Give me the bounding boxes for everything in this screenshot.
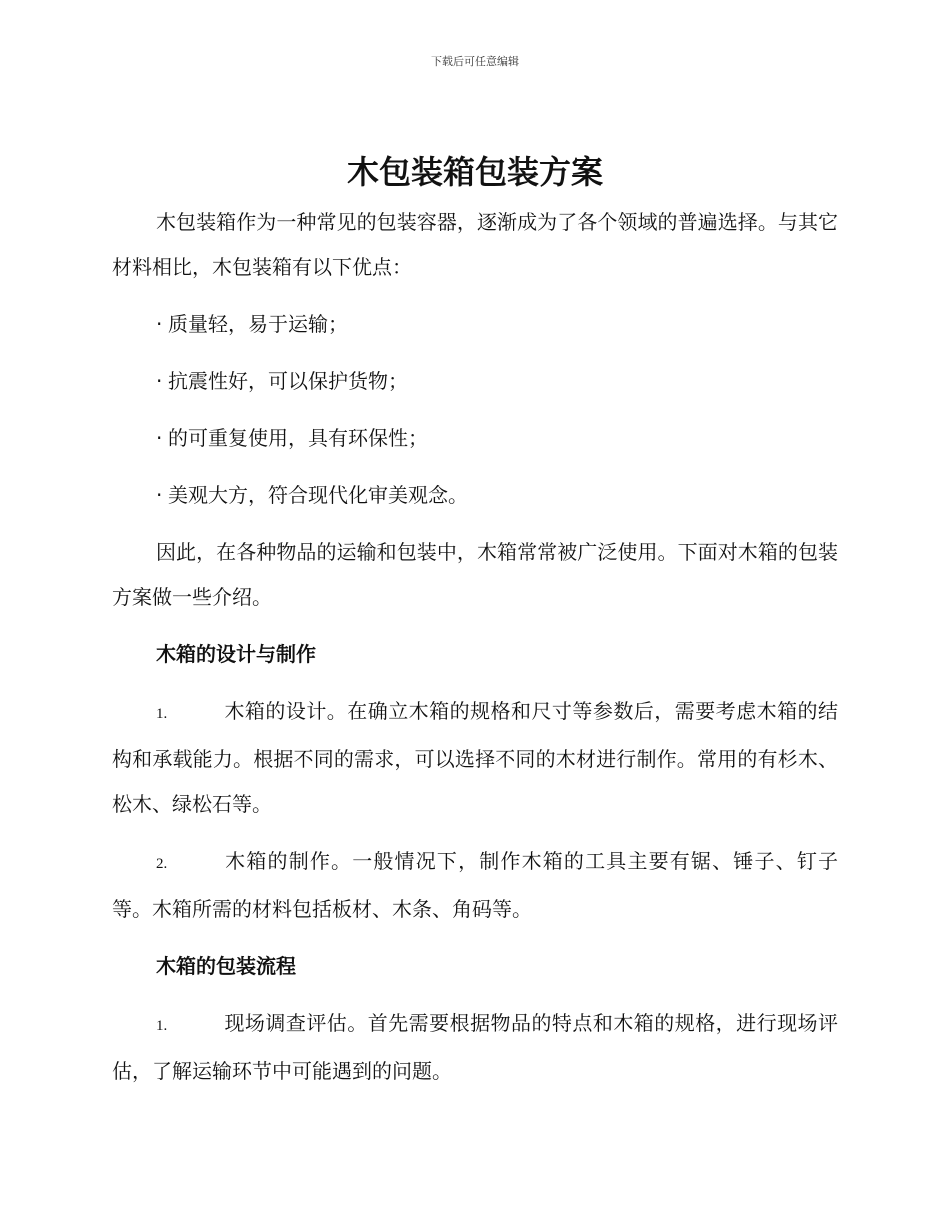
item-number: 1. [156,706,168,722]
numbered-item-design-2 [112,839,838,932]
bullet-item-3 [112,416,838,461]
bullet-text: 质量轻，易于运输； [168,312,348,336]
bullet-item-2 [112,359,838,404]
bullet-dot: · [156,426,163,450]
bullet-dot: · [156,369,163,393]
bullet-dot: · [156,312,163,336]
numbered-item-design-1 [112,689,838,827]
bullet-text: 的可重复使用，具有环保性； [168,426,428,450]
item-text: 木箱的制作。一般情况下，制作木箱的工具主要有锯、锤子、钉子等。木箱所需的材料包括板材、木条、角码等。 [112,849,838,921]
section-heading-process: 木箱的包装流程 [156,954,296,978]
item-text: 现场调查评估。首先需要根据物品的特点和木箱的规格，进行现场评估，了解运输环节中可能遇到的问题。 [112,1011,838,1083]
document-title: 木包装箱包装方案 [346,153,603,191]
numbered-item-process-1 [112,1001,838,1094]
item-number: 2. [156,856,168,872]
header-note: 下载后可任意编辑 [431,55,519,68]
item-number: 1. [156,1018,168,1034]
summary-paragraph: 因此，在各种物品的运输和包装中，木箱常常被广泛使用。下面对木箱的包装方案做一些介绍。 [112,540,838,609]
bullet-dot: · [156,483,163,507]
bullet-text: 美观大方，符合现代化审美观念。 [168,483,468,507]
intro-paragraph: 木包装箱作为一种常见的包装容器，逐渐成为了各个领域的普遍选择。与其它材料相比，木包装箱有以下优点： [112,210,838,279]
bullet-item-4 [112,473,838,518]
bullet-text: 抗震性好，可以保护货物； [168,369,408,393]
document-body [112,200,838,1106]
item-text: 木箱的设计。在确立木箱的规格和尺寸等参数后，需要考虑木箱的结构和承载能力。根据不同的需求，可以选择不同的木材进行制作。常用的有杉木、松木、绿松石等。 [112,699,838,816]
section-heading-design: 木箱的设计与制作 [156,642,316,666]
bullet-item-1 [112,302,838,347]
